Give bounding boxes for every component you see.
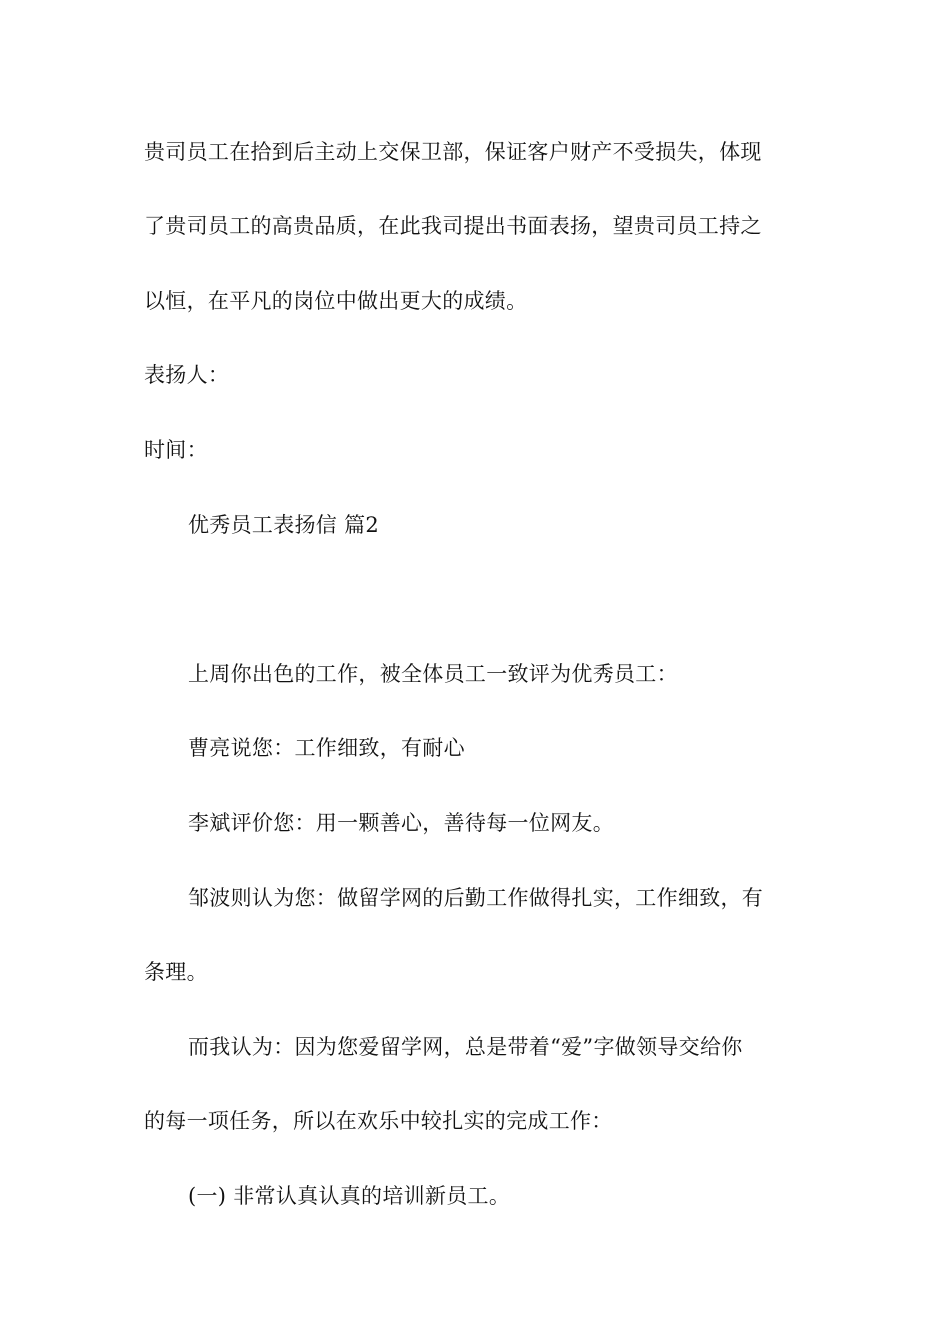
section-title: 优秀员工表扬信 篇2 xyxy=(188,513,380,537)
paragraph-line: 李斌评价您：用一颗善心，善待每一位网友。 xyxy=(188,811,614,835)
paragraph-line: 条理。 xyxy=(144,960,208,984)
paragraph-line: 贵司员工在拾到后主动上交保卫部，保证客户财产不受损失，体现 xyxy=(144,140,762,164)
signer-label: 表扬人： xyxy=(144,363,230,387)
paragraph-line: 了贵司员工的高贵品质，在此我司提出书面表扬，望贵司员工持之 xyxy=(144,214,762,238)
paragraph-line: 邹波则认为您：做留学网的后勤工作做得扎实，工作细致，有 xyxy=(188,886,764,910)
paragraph-line: 上周你出色的工作，被全体员工一致评为优秀员工： xyxy=(188,662,678,686)
paragraph-line: 而我认为：因为您爱留学网，总是带着“爱”字做领导交给你 xyxy=(188,1035,743,1059)
paragraph-line: 以恒，在平凡的岗位中做出更大的成绩。 xyxy=(144,289,528,313)
paragraph-line: 的每一项任务，所以在欢乐中较扎实的完成工作： xyxy=(144,1109,613,1133)
paragraph-line: 曹亮说您：工作细致，有耐心 xyxy=(188,736,465,760)
date-label: 时间： xyxy=(144,438,208,462)
list-item: (一) 非常认真认真的培训新员工。 xyxy=(188,1184,511,1208)
